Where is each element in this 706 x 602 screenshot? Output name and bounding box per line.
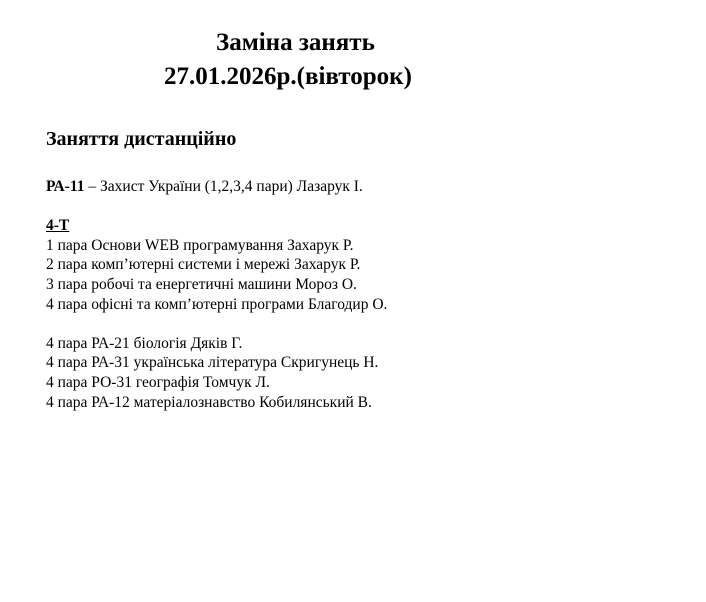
fourth-period-line: 4 пара РА-21 біологія Дяків Г. bbox=[46, 334, 243, 352]
spacer bbox=[46, 314, 387, 334]
group-4t-line: 3 пара робочі та енергетичні машини Мороз О. bbox=[46, 275, 357, 293]
fourth-period-line: 4 пара РА-12 матеріалознавство Кобилянський В. bbox=[46, 393, 372, 411]
page-title: Заміна занять bbox=[216, 29, 375, 56]
ra11-text: – Захист України (1,2,3,4 пари) Лазарук І. bbox=[84, 178, 363, 195]
schedule-content bbox=[46, 177, 387, 412]
spacer bbox=[46, 197, 387, 217]
ra11-group: РА-11 bbox=[46, 178, 85, 195]
group-4t-line: 1 пара Основи WEB програмування Захарук Р. bbox=[46, 236, 354, 254]
ra11-entry bbox=[46, 177, 387, 197]
group-4t-line: 4 пара офісні та комп’ютерні програми Благодир О. bbox=[46, 295, 388, 313]
group-4t-label-line bbox=[46, 216, 387, 236]
group-4t-line: 2 пара комп’ютерні системи і мережі Захарук Р. bbox=[46, 256, 361, 274]
page-date: 27.01.2026р.(вівторок) bbox=[164, 63, 412, 90]
section-heading: Заняття дистанційно bbox=[46, 128, 237, 150]
fourth-period-line: 4 пара РО-31 географія Томчук Л. bbox=[46, 373, 270, 391]
group-4t-label: 4-Т bbox=[46, 217, 70, 235]
fourth-period-line: 4 пара РА-31 українська література Скригунець Н. bbox=[46, 354, 379, 372]
